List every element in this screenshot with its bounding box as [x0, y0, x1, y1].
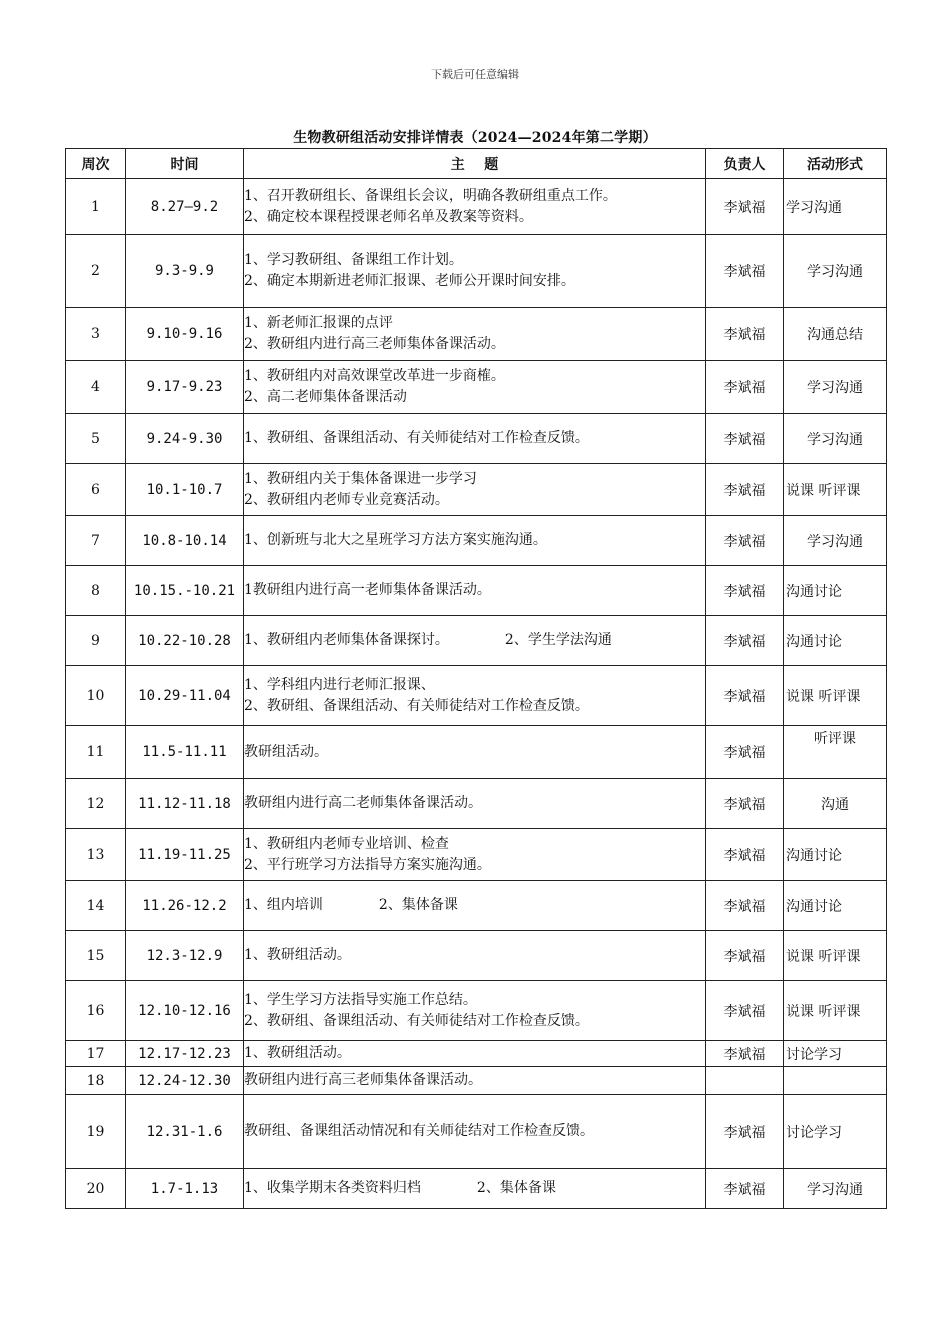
table-row — [66, 235, 887, 308]
week-cell: 13 — [66, 829, 126, 881]
time-cell: 10.15.-10.21 — [126, 566, 244, 616]
time-cell: 9.24-9.30 — [126, 414, 244, 464]
topic-cell — [244, 308, 706, 361]
form-cell: 学习沟通 — [784, 1169, 887, 1209]
form-cell: 学习沟通 — [784, 516, 887, 566]
table-row — [66, 726, 887, 779]
topic-line: 1、教研组内老师专业培训、检查 — [244, 835, 449, 852]
topic-line: 2、集体备课 — [378, 897, 458, 913]
week-cell: 6 — [66, 464, 126, 516]
topic-cell — [244, 414, 706, 464]
table-row — [66, 464, 887, 516]
time-cell: 12.17-12.23 — [126, 1041, 244, 1067]
topic-cell — [244, 361, 706, 414]
lead-cell: 李斌福 — [706, 779, 784, 829]
time-cell: 12.24-12.30 — [126, 1067, 244, 1095]
lead-cell: 李斌福 — [706, 464, 784, 516]
topic-line: 2、学生学法沟通 — [504, 632, 612, 648]
table-row — [66, 829, 887, 881]
topic-cell — [244, 981, 706, 1041]
table-row — [66, 779, 887, 829]
topic-cell — [244, 616, 706, 666]
topic-cell — [244, 881, 706, 931]
week-cell: 1 — [66, 179, 126, 235]
week-cell: 20 — [66, 1169, 126, 1209]
column-header-lead: 负责人 — [706, 149, 784, 179]
topic-line: 教研组、备课组活动情况和有关师徒结对工作检查反馈。 — [244, 1123, 594, 1139]
form-cell: 沟通讨论 — [784, 881, 887, 931]
time-cell: 10.22-10.28 — [126, 616, 244, 666]
time-cell: 9.17-9.23 — [126, 361, 244, 414]
topic-line: 教研组内进行高三老师集体备课活动。 — [244, 1072, 482, 1088]
form-cell: 学习沟通 — [784, 414, 887, 464]
time-cell: 10.1-10.7 — [126, 464, 244, 516]
form-cell: 沟通讨论 — [784, 566, 887, 616]
lead-cell: 李斌福 — [706, 1041, 784, 1067]
table-row — [66, 881, 887, 931]
time-cell: 12.3-12.9 — [126, 931, 244, 981]
topic-line: 1教研组内进行高一老师集体备课活动。 — [244, 582, 491, 598]
topic-line: 1、教研组内老师集体备课探讨。 — [244, 632, 449, 648]
form-cell: 沟通总结 — [784, 308, 887, 361]
time-cell: 9.3-9.9 — [126, 235, 244, 308]
time-cell: 11.12-11.18 — [126, 779, 244, 829]
topic-line: 2、平行班学习方法指导方案实施沟通。 — [244, 856, 491, 873]
week-cell: 5 — [66, 414, 126, 464]
table-header-row — [66, 149, 887, 179]
time-cell: 10.8-10.14 — [126, 516, 244, 566]
topic-line: 1、创新班与北大之星班学习方法方案实施沟通。 — [244, 532, 547, 548]
week-cell: 11 — [66, 726, 126, 779]
topic-cell — [244, 1169, 706, 1209]
week-cell: 9 — [66, 616, 126, 666]
topic-cell — [244, 566, 706, 616]
lead-cell: 李斌福 — [706, 1095, 784, 1169]
lead-cell: 李斌福 — [706, 1169, 784, 1209]
week-cell: 8 — [66, 566, 126, 616]
table-row — [66, 616, 887, 666]
header-note: 下载后可任意编辑 — [431, 68, 519, 81]
lead-cell: 李斌福 — [706, 566, 784, 616]
topic-line: 1、教研组活动。 — [244, 947, 351, 963]
topic-line: 1、收集学期末各类资料归档 — [244, 1180, 421, 1196]
schedule-body — [66, 179, 887, 1209]
form-cell: 说课 听评课 — [784, 666, 887, 726]
topic-line: 1、学生学习方法指导实施工作总结。 — [244, 991, 477, 1008]
topic-cell — [244, 726, 706, 779]
lead-cell: 李斌福 — [706, 235, 784, 308]
form-cell: 学习沟通 — [784, 235, 887, 308]
topic-line: 1、教研组活动。 — [244, 1045, 351, 1061]
week-cell: 18 — [66, 1067, 126, 1095]
time-cell: 9.10-9.16 — [126, 308, 244, 361]
week-cell: 12 — [66, 779, 126, 829]
topic-line: 2、高二老师集体备课活动 — [244, 389, 407, 405]
column-header-form: 活动形式 — [784, 149, 887, 179]
week-cell: 2 — [66, 235, 126, 308]
table-row — [66, 308, 887, 361]
week-cell: 17 — [66, 1041, 126, 1067]
time-cell: 10.29-11.04 — [126, 666, 244, 726]
lead-cell — [706, 1067, 784, 1095]
topic-line: 1、组内培训 — [244, 897, 323, 913]
week-cell: 4 — [66, 361, 126, 414]
table-row — [66, 666, 887, 726]
lead-cell: 李斌福 — [706, 414, 784, 464]
topic-cell — [244, 1095, 706, 1169]
week-cell: 14 — [66, 881, 126, 931]
form-cell — [784, 1067, 887, 1095]
table-row — [66, 981, 887, 1041]
lead-cell: 李斌福 — [706, 726, 784, 779]
lead-cell: 李斌福 — [706, 931, 784, 981]
form-cell: 沟通 — [784, 779, 887, 829]
time-cell: 8.27—9.2 — [126, 179, 244, 235]
time-cell: 11.26-12.2 — [126, 881, 244, 931]
lead-cell: 李斌福 — [706, 361, 784, 414]
table-row — [66, 566, 887, 616]
topic-line: 2、确定校本课程授课老师名单及教案等资料。 — [244, 208, 533, 225]
time-cell: 12.31-1.6 — [126, 1095, 244, 1169]
column-header-time: 时间 — [126, 149, 244, 179]
table-row — [66, 1095, 887, 1169]
schedule-table — [65, 148, 887, 1209]
topic-line: 教研组内进行高二老师集体备课活动。 — [244, 795, 482, 811]
form-cell: 听评课 — [784, 726, 887, 779]
topic-cell — [244, 179, 706, 235]
topic-line: 2、教研组、备课组活动、有关师徒结对工作检查反馈。 — [244, 697, 589, 714]
column-header-week: 周次 — [66, 149, 126, 179]
table-row — [66, 1067, 887, 1095]
document-title: 生物教研组活动安排详情表（2024—2024年第二学期） — [293, 130, 657, 146]
form-cell: 讨论学习 — [784, 1095, 887, 1169]
lead-cell: 李斌福 — [706, 666, 784, 726]
topic-cell — [244, 931, 706, 981]
week-cell: 16 — [66, 981, 126, 1041]
table-row — [66, 516, 887, 566]
lead-cell: 李斌福 — [706, 308, 784, 361]
week-cell: 19 — [66, 1095, 126, 1169]
table-row — [66, 361, 887, 414]
topic-line: 1、新老师汇报课的点评 — [244, 315, 393, 331]
lead-cell: 李斌福 — [706, 179, 784, 235]
topic-line: 教研组活动。 — [244, 743, 328, 760]
week-cell: 3 — [66, 308, 126, 361]
column-header-topic: 主 题 — [244, 149, 706, 179]
table-row — [66, 1169, 887, 1209]
topic-line: 1、教研组内关于集体备课进一步学习 — [244, 470, 477, 487]
topic-line: 1、召开教研组长、备课组长会议，明确各教研组重点工作。 — [244, 187, 617, 204]
lead-cell: 李斌福 — [706, 516, 784, 566]
time-cell: 11.19-11.25 — [126, 829, 244, 881]
form-cell: 说课 听评课 — [784, 464, 887, 516]
topic-cell — [244, 464, 706, 516]
time-cell: 11.5-11.11 — [126, 726, 244, 779]
lead-cell: 李斌福 — [706, 881, 784, 931]
topic-cell — [244, 779, 706, 829]
topic-line: 2、集体备课 — [476, 1180, 556, 1196]
form-cell: 学习沟通 — [784, 361, 887, 414]
topic-line: 1、学科组内进行老师汇报课、 — [244, 676, 435, 693]
topic-line: 1、学习教研组、备课组工作计划。 — [244, 252, 463, 268]
lead-cell: 李斌福 — [706, 829, 784, 881]
time-cell: 1.7-1.13 — [126, 1169, 244, 1209]
form-cell: 讨论学习 — [784, 1041, 887, 1067]
form-cell: 说课 听评课 — [784, 931, 887, 981]
week-cell: 10 — [66, 666, 126, 726]
form-cell: 沟通讨论 — [784, 829, 887, 881]
table-row — [66, 179, 887, 235]
topic-cell — [244, 516, 706, 566]
table-row — [66, 1041, 887, 1067]
topic-line: 1、教研组、备课组活动、有关师徒结对工作检查反馈。 — [244, 430, 589, 446]
topic-cell — [244, 1041, 706, 1067]
lead-cell: 李斌福 — [706, 981, 784, 1041]
week-cell: 15 — [66, 931, 126, 981]
topic-cell — [244, 1067, 706, 1095]
topic-line: 1、教研组内对高效课堂改革进一步商榷。 — [244, 368, 505, 384]
topic-cell — [244, 829, 706, 881]
form-cell: 说课 听评课 — [784, 981, 887, 1041]
topic-line: 2、教研组、备课组活动、有关师徒结对工作检查反馈。 — [244, 1012, 589, 1029]
topic-line: 2、教研组内进行高三老师集体备课活动。 — [244, 336, 505, 352]
time-cell: 12.10-12.16 — [126, 981, 244, 1041]
table-row — [66, 414, 887, 464]
form-cell: 沟通讨论 — [784, 616, 887, 666]
form-cell: 学习沟通 — [784, 179, 887, 235]
topic-line: 2、教研组内老师专业竞赛活动。 — [244, 491, 449, 508]
topic-line: 2、确定本期新进老师汇报课、老师公开课时间安排。 — [244, 273, 575, 289]
table-row — [66, 931, 887, 981]
topic-cell — [244, 666, 706, 726]
week-cell: 7 — [66, 516, 126, 566]
lead-cell: 李斌福 — [706, 616, 784, 666]
topic-cell — [244, 235, 706, 308]
